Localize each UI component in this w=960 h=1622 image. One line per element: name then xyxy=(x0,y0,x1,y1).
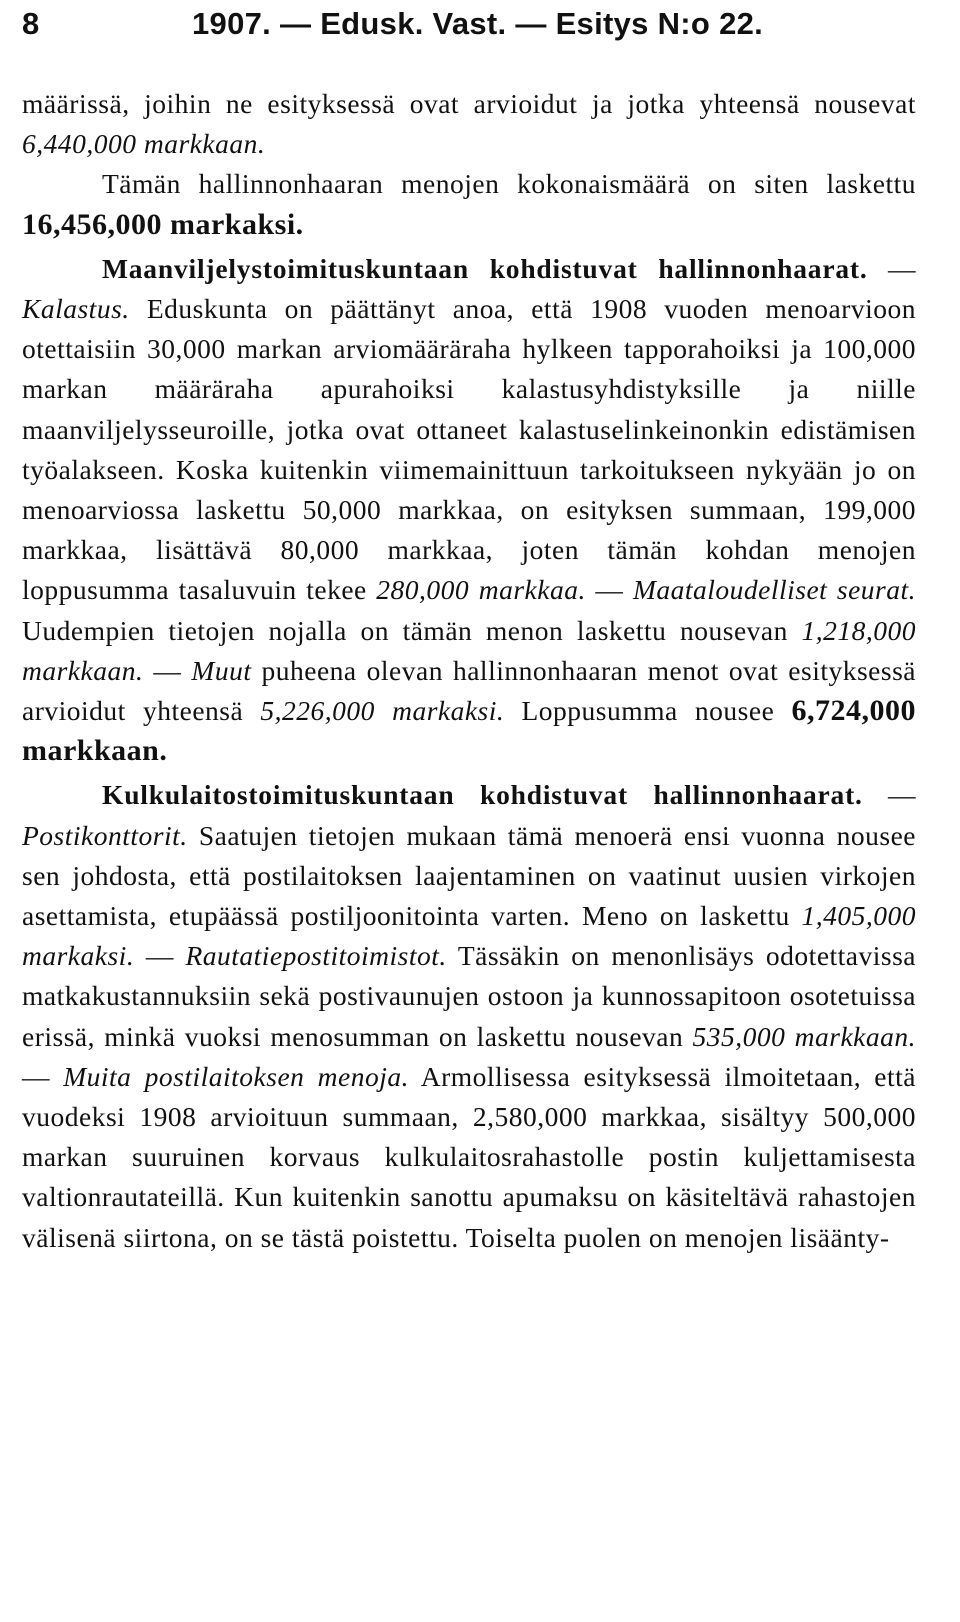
text-run: puheena olevan hallinnonhaaran menot ovat esityksessä arvioidut yhteensä xyxy=(22,654,916,727)
subheading-italic: Postikonttorit. xyxy=(22,819,188,851)
text-run: Armollisessa esityksessä ilmoitetaan, että vuodeksi 1908 arvioituun summaan, 2,580,000 markkaa, sisältyy 500,000 markan suuruinen korvaus kulkulaitosrahastolle postin kuljettamisesta valtionrautateillä. Kun kuitenkin sanottu apumaksu on käsiteltävä rahastojen välisenä siirtona, on se tästä poistettu. Toiselta puolen on menojen lisäänty- xyxy=(22,1060,916,1253)
body-text xyxy=(22,84,916,1258)
dash: — xyxy=(862,779,916,811)
section-heading: Maanviljelystoimituskuntaan kohdistuvat hallinnonhaarat. xyxy=(102,252,868,284)
text-run: Tässäkin on menonlisäys odotettavissa matkakustannuksiin sekä postivaunujen ostoon ja kunnossapitoon osotetuissa erissä, minkä vuoksi menosumman on laskettu nousevan xyxy=(22,940,917,1052)
paragraph-2 xyxy=(22,164,916,244)
text-run: Saatujen tietojen mukaan tämä menoerä ensi vuonna nousee sen johdosta, että postilaitoksen laajentaminen on vaatinut uusien virkojen asettamista, etupäässä postiljoonitointa varten. Meno on laskettu xyxy=(22,819,916,932)
paragraph-3 xyxy=(22,249,916,772)
amount-italic: 535,000 markkaan. xyxy=(692,1020,916,1052)
text-run: Loppusumma nousee xyxy=(504,695,792,727)
subheading-italic: Kalastus. xyxy=(22,293,130,325)
subheading-italic: Maataloudelliset seurat. xyxy=(632,574,916,606)
page-header xyxy=(22,0,937,58)
amount-italic: 6,440,000 markkaan. xyxy=(22,128,266,160)
dash: — xyxy=(134,940,186,972)
section-heading: Kulkulaitostoimituskuntaan kohdistuvat hallinnonhaarat. xyxy=(102,779,863,811)
dash: — xyxy=(143,654,192,686)
dash: — xyxy=(585,574,633,606)
total-amount: 16,456,000 markaksi. xyxy=(22,207,304,241)
subheading-italic: Rautatiepostitoimistot. xyxy=(185,940,447,972)
dash: — xyxy=(867,252,916,284)
running-title: 1907. — Edusk. Vast. — Esitys N:o 22. xyxy=(192,6,764,41)
text-run: Tämän hallinnonhaaran menojen kokonaismäärä on siten laskettu xyxy=(102,168,916,200)
text-run: Uudempien tietojen nojalla on tämän menon laskettu nousevan xyxy=(22,614,802,646)
total-amount: 6,724,000 markkaan. xyxy=(22,694,916,768)
amount-italic: 280,000 markkaa. xyxy=(376,574,586,606)
page-number: 8 xyxy=(22,6,40,41)
text-run: määrissä, joihin ne esityksessä ovat arvioidut ja jotka yhteensä nousevat xyxy=(22,88,916,119)
text-run: Eduskunta on päättänyt anoa, että 1908 vuoden menoarvioon otettaisiin 30,000 markan arviomääräraha hylkeen tapporahoiksi ja 100,000 markan määräraha apurahoiksi kalastusyhdistyksille ja niille maanviljelysseuroille, jotka ovat ottaneet kalastuselinkeinonkin edistämisen työalakseen. Koska kuitenkin viimemainittuun tarkoitukseen nykyään jo on menoarviossa laskettu 50,000 markkaa, on esityksen summaan, 199,000 markkaa, lisättävä 80,000 markkaa, joten tämän kohdan menojen loppusumma tasaluvuin tekee xyxy=(22,293,916,606)
subheading-italic: Muita postilaitoksen menoja. xyxy=(63,1060,409,1092)
paragraph-4 xyxy=(22,775,916,1257)
subheading-italic: Muut xyxy=(191,654,252,686)
amount-italic: 1,218,000 markkaan. xyxy=(22,614,916,686)
amount-italic: 1,405,000 markaksi. xyxy=(22,900,916,972)
dash: — xyxy=(22,1060,64,1092)
amount-italic: 5,226,000 markaksi. xyxy=(260,695,505,727)
paragraph-1 xyxy=(22,84,916,164)
